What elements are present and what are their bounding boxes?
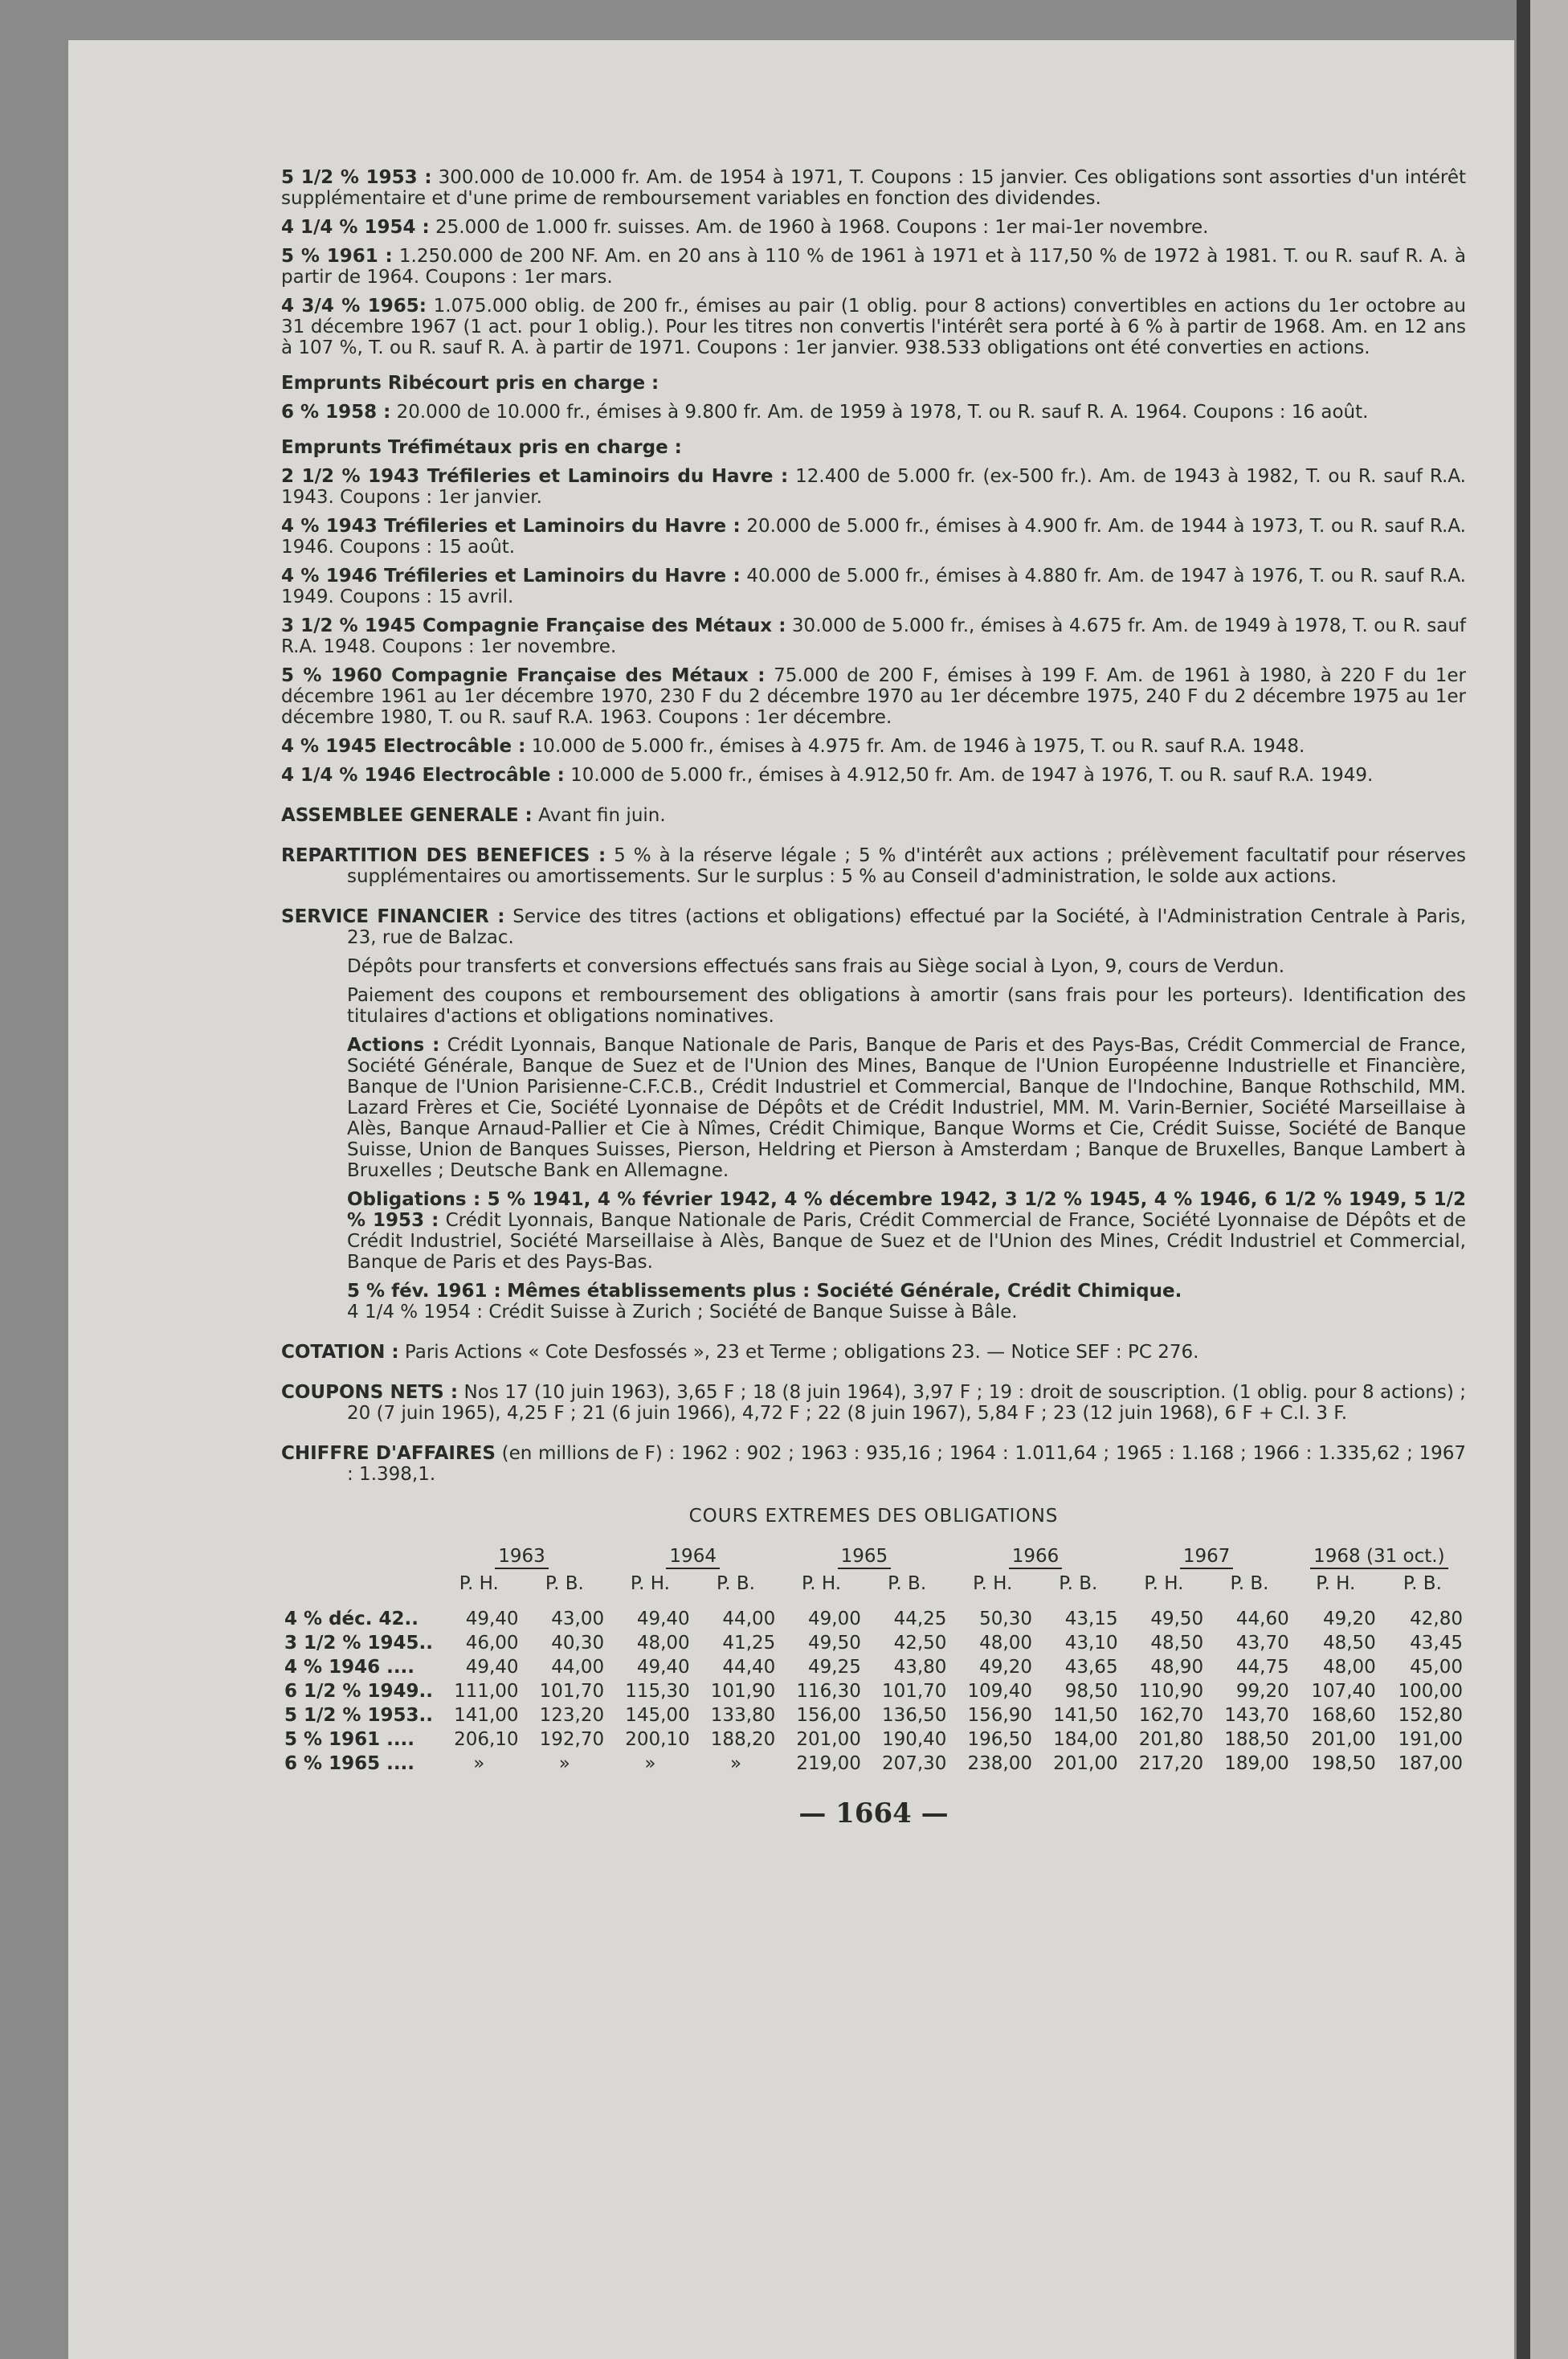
coupons-nets: COUPONS NETS : Nos 17 (10 juin 1963), 3,65 F ; 18 (8 juin 1964), 3,97 F ; 19 : droit de souscription. (1 oblig. pour 8 actions) ; 20 (7 juin 1965), 4,25 F ; 21 (6 juin 1966), 4,72 F ; 22 (8 juin 1967), 5,84 F ; 23 (12 juin 1968), 6 F + C.I. 3 F. <box>281 1382 1466 1424</box>
price-cell: 156,00 <box>796 1705 861 1726</box>
price-cell: 44,00 <box>722 1609 776 1629</box>
price-cell: 111,00 <box>454 1681 519 1702</box>
price-cell: 116,30 <box>796 1681 861 1702</box>
price-cell: 49,20 <box>1322 1609 1376 1629</box>
service-financier: SERVICE FINANCIER : Service des titres (actions et obligations) effectué par la Société, à l'Administration Centrale à Paris, 23, rue de Balzac. Dépôts pour transferts et conversions effectués sans frais au Siège social à Lyon, 9, cours de Verdun. Paiement des coupons et remboursement des obligations à amortir (sans frais pour les porteurs). Identification des titulaires d'actions et obligations nominatives. Actions : Crédit Lyonnais, Banque Nationale de Paris, Banque de Paris et des Pays-Bas, Crédit Commercial de France, Société Générale, Banque de Suez et de l'Union des Mines, Banque de l'Union Européenne Industrielle et Financière, Banque de l'Union Parisienne-C.F.C.B., Crédit Industriel et Commercial, Banque de l'Indochine, Banque Rothschild, MM. Lazard Frères et Cie, Société Lyonnaise de Dépôts et de Crédit Industriel, MM. M. Varin-Bernier, Société Marseillaise à Alès, Banque Arnaud-Pallier et Cie à Nîmes, Crédit Chimique, Banque Worms et Cie, Crédit Suisse, Société de Banque Suisse, Union de Banques Suisses, Pierson, Heldring et Pierson à Amsterdam ; Banque de Bruxelles, Banque Lambert à Bruxelles ; Deutsche Bank en Allemagne. Obligations : 5 % 1941, 4 % février 1942, 4 % décembre 1942, 3 1/2 % 1945, 4 % 1946, 6 1/2 % 1949, 5 1/2 % 1953 : Crédit Lyonnais, Banque Nationale de Paris, Crédit Commercial de France, Société Lyonnaise de Dépôts et de Crédit Industriel, Société Marseillaise à Alès, Banque de Suez et de l'Union des Mines, Crédit Industriel et Commercial, Banque de Paris et des Pays-Bas. 5 % fév. 1961 : Mêmes établissements plus : Société Générale, Crédit Chimique. 4 1/4 % 1954 : Crédit Suisse à Zurich ; Société de Banque Suisse à Bâle. <box>281 906 1467 1323</box>
price-cell: 44,00 <box>551 1657 605 1678</box>
bond-text: 40.000 de 5.000 fr., émises à 4.880 fr. Am. de 1947 à 1976, T. ou R. sauf R.A. 1949. Coupons : 15 avril. <box>281 566 1466 607</box>
table-title: COURS EXTREMES DES OBLIGATIONS <box>688 1506 1059 1527</box>
price-cell: 49,40 <box>465 1609 519 1629</box>
table-row <box>281 1703 1466 1727</box>
bond-entry <box>281 402 1466 423</box>
price-cell: 152,80 <box>1398 1705 1463 1726</box>
year-header: 1966 <box>949 1543 1121 1572</box>
price-cell: 206,10 <box>454 1729 519 1750</box>
price-cell: 44,60 <box>1235 1609 1289 1629</box>
year-header: 1968 (31 oct.) <box>1292 1543 1466 1572</box>
price-cell: 168,60 <box>1311 1705 1376 1726</box>
plus-bas-header: P. B. <box>1059 1573 1098 1594</box>
price-cell: 98,50 <box>1064 1681 1118 1702</box>
price-cell: 189,00 <box>1224 1753 1289 1774</box>
bond-entry <box>281 516 1466 558</box>
price-cell: 43,45 <box>1410 1633 1463 1654</box>
price-cell: 43,15 <box>1064 1609 1118 1629</box>
bond-text: 20.000 de 5.000 fr., émises à 4.900 fr. Am. de 1944 à 1973, T. ou R. sauf R.A. 1946. Coupons : 15 août. <box>281 516 1466 558</box>
price-cell: 207,30 <box>881 1753 947 1774</box>
bond-name: 5 1/2 % 1953.. <box>284 1705 433 1726</box>
price-cell: 141,50 <box>1053 1705 1118 1726</box>
page-number: — 1664 — <box>798 1797 949 1830</box>
bond-text: 1.075.000 oblig. de 200 fr., émises au pair (1 oblig. pour 8 actions) convertibles en actions du 1er octobre au 31 décembre 1967 (1 act. pour 1 oblig.). Pour les titres non convertis l'intérêt sera porté à 6 % à partir de 1968. Am. en 12 ans à 107 %, T. ou R. sauf R. A. à partir de 1971. Coupons : 1er janvier. 938.533 obligations ont été converties en actions. <box>281 296 1467 358</box>
price-cell: 192,70 <box>539 1729 605 1750</box>
bond-label: 4 3/4 % 1965: <box>281 296 427 317</box>
price-cell: 109,40 <box>967 1681 1033 1702</box>
table-row <box>281 1607 1466 1631</box>
bond-label: 4 % 1945 Electrocâble : <box>281 736 526 757</box>
price-cell: 156,90 <box>967 1705 1033 1726</box>
price-cell: 48,50 <box>1150 1633 1204 1654</box>
price-cell: 41,25 <box>722 1633 776 1654</box>
price-cell: 238,00 <box>967 1753 1033 1774</box>
price-cell: 99,20 <box>1235 1681 1289 1702</box>
price-cell: 115,30 <box>625 1681 690 1702</box>
table-row <box>281 1727 1466 1752</box>
bond-entry <box>281 246 1466 288</box>
plus-haut-header: P. H. <box>630 1573 670 1594</box>
price-cell: 198,50 <box>1311 1753 1376 1774</box>
price-cell: 40,30 <box>551 1633 605 1654</box>
price-cell: 200,10 <box>625 1729 690 1750</box>
price-cell: 201,80 <box>1138 1729 1204 1750</box>
bond-label: 4 1/4 % 1954 : <box>281 217 430 238</box>
year-header: 1967 <box>1121 1543 1292 1572</box>
price-cell: 48,00 <box>1322 1657 1376 1678</box>
bond-label: 4 % 1946 Tréfileries et Laminoirs du Havre : <box>281 566 741 587</box>
price-cell: 141,00 <box>454 1705 519 1726</box>
price-cell: 123,20 <box>539 1705 605 1726</box>
plus-bas-header: P. B. <box>888 1573 927 1594</box>
assemblee-generale: ASSEMBLEE GENERALE : Avant fin juin. <box>281 805 666 826</box>
price-cell: 43,65 <box>1064 1657 1118 1678</box>
bond-text: 20.000 de 10.000 fr., émises à 9.800 fr. Am. de 1959 à 1978, T. ou R. sauf R. A. 1964. Coupons : 16 août. <box>396 402 1369 423</box>
plus-haut-header: P. H. <box>459 1573 499 1594</box>
bond-text: 1.250.000 de 200 NF. Am. en 20 ans à 110 % de 1961 à 1971 et à 117,50 % de 1972 à 1981. T. ou R. sauf R. A. à partir de 1964. Coupons : 1er mars. <box>281 246 1466 288</box>
bond-label: 6 % 1958 : <box>281 402 391 423</box>
bond-text: 10.000 de 5.000 fr., émises à 4.975 fr. Am. de 1946 à 1975, T. ou R. sauf R.A. 1948. <box>531 736 1305 757</box>
price-cell: 50,30 <box>979 1609 1033 1629</box>
price-cell: » <box>729 1753 742 1774</box>
price-cell: 44,75 <box>1235 1657 1289 1678</box>
price-cell: 187,00 <box>1398 1753 1463 1774</box>
page-content <box>281 167 1467 1830</box>
year-header-row <box>281 1543 1466 1572</box>
price-cell: 201,00 <box>1311 1729 1376 1750</box>
price-cell: 101,90 <box>710 1681 776 1702</box>
price-cell: 43,00 <box>551 1609 605 1629</box>
price-cell: 100,00 <box>1398 1681 1463 1702</box>
price-cell: » <box>558 1753 570 1774</box>
price-cell: 49,40 <box>636 1657 690 1678</box>
bond-label: 3 1/2 % 1945 Compagnie Française des Métaux : <box>281 615 786 636</box>
price-cell: 49,00 <box>808 1609 861 1629</box>
price-cell: 42,80 <box>1410 1609 1463 1629</box>
price-cell: 201,00 <box>796 1729 861 1750</box>
price-cell: 48,00 <box>979 1633 1033 1654</box>
plus-bas-header: P. B. <box>1230 1573 1269 1594</box>
bond-name: 6 % 1965 .... <box>284 1753 415 1774</box>
bond-name: 3 1/2 % 1945.. <box>284 1633 433 1654</box>
price-cell: 110,90 <box>1138 1681 1204 1702</box>
price-cell: 49,25 <box>808 1657 861 1678</box>
bond-text: 75.000 de 200 F, émises à 199 F. Am. de 1961 à 1980, à 220 F du 1er décembre 1961 au 1er décembre 1970, 230 F du 2 décembre 1970 au 1er décembre 1975, 240 F du 2 décembre 1975 au 1er décembre 1980, T. ou R. sauf R.A. 1963. Coupons : 1er décembre. <box>281 665 1466 728</box>
price-cell: 44,25 <box>893 1609 947 1629</box>
price-cell: 49,20 <box>979 1657 1033 1678</box>
bond-text: 25.000 de 1.000 fr. suisses. Am. de 1960 à 1968. Coupons : 1er mai-1er novembre. <box>435 217 1209 238</box>
price-cell: 190,40 <box>881 1729 947 1750</box>
bond-text: 12.400 de 5.000 fr. (ex-500 fr.). Am. de 1943 à 1982, T. ou R. sauf R.A. 1943. Coupons : 1er janvier. <box>281 466 1466 508</box>
bond-entry <box>281 615 1466 657</box>
section-heading: Emprunts Tréfimétaux pris en charge : <box>281 437 682 458</box>
price-cell: 136,50 <box>881 1705 947 1726</box>
table-row <box>281 1679 1466 1703</box>
price-cell: 45,00 <box>1410 1657 1463 1678</box>
price-cell: 188,50 <box>1224 1729 1289 1750</box>
bond-name: 4 % déc. 42.. <box>284 1609 419 1629</box>
bond-label: 5 % 1960 Compagnie Française des Métaux : <box>281 665 766 686</box>
year-header: 1964 <box>607 1543 778 1572</box>
price-cell: » <box>644 1753 656 1774</box>
price-cell: 191,00 <box>1398 1729 1463 1750</box>
bond-label: 4 1/4 % 1946 Electrocâble : <box>281 765 565 786</box>
price-cell: 188,20 <box>710 1729 776 1750</box>
price-cell: 101,70 <box>539 1681 605 1702</box>
price-cell: 49,50 <box>808 1633 861 1654</box>
chiffre-affaires: CHIFFRE D'AFFAIRES (en millions de F) : 1962 : 902 ; 1963 : 935,16 ; 1964 : 1.011,64 ; 1965 : 1.168 ; 1966 : 1.335,62 ; 1967 : 1.398,1. <box>281 1443 1467 1485</box>
bond-entry <box>281 665 1466 728</box>
price-cell: 162,70 <box>1138 1705 1204 1726</box>
price-cell: 219,00 <box>796 1753 861 1774</box>
plus-haut-header: P. H. <box>1144 1573 1184 1594</box>
price-cell: 107,40 <box>1311 1681 1376 1702</box>
bond-label: 2 1/2 % 1943 Tréfileries et Laminoirs du Havre : <box>281 466 789 487</box>
bond-prices-table <box>281 1543 1466 1776</box>
price-cell: 201,00 <box>1053 1753 1118 1774</box>
bond-entry <box>281 466 1466 508</box>
table-row <box>281 1752 1466 1776</box>
table-row <box>281 1655 1466 1679</box>
plus-haut-header: P. H. <box>1316 1573 1356 1594</box>
plus-bas-header: P. B. <box>545 1573 584 1594</box>
bond-entry <box>281 736 1466 757</box>
price-cell: 145,00 <box>625 1705 690 1726</box>
price-cell: 46,00 <box>465 1633 519 1654</box>
plus-haut-header: P. H. <box>973 1573 1013 1594</box>
table-row <box>281 1631 1466 1655</box>
price-cell: 49,40 <box>465 1657 519 1678</box>
price-cell: 49,50 <box>1150 1609 1204 1629</box>
price-cell: 49,40 <box>636 1609 690 1629</box>
repartition-benefices: REPARTITION DES BENEFICES : 5 % à la réserve légale ; 5 % d'intérêt aux actions ; prélèvement facultatif pour réserves supplémentaires ou amortissements. Sur le surplus : 5 % au Conseil d'administration, le solde aux actions. <box>281 845 1467 887</box>
price-cell: 48,00 <box>636 1633 690 1654</box>
price-cell: 133,80 <box>710 1705 776 1726</box>
price-cell: 48,50 <box>1322 1633 1376 1654</box>
bond-name: 5 % 1961 .... <box>284 1729 415 1750</box>
price-cell: 44,40 <box>722 1657 776 1678</box>
bond-label: 5 % 1961 : <box>281 246 393 267</box>
price-cell: 184,00 <box>1053 1729 1118 1750</box>
bond-entry <box>281 296 1466 358</box>
plus-bas-header: P. B. <box>1403 1573 1442 1594</box>
price-cell: 48,90 <box>1150 1657 1204 1678</box>
bond-entry <box>281 566 1466 607</box>
bond-text: 30.000 de 5.000 fr., émises à 4.675 fr. Am. de 1949 à 1978, T. ou R. sauf R.A. 1948. Coupons : 1er novembre. <box>281 615 1467 657</box>
price-cell: 143,70 <box>1224 1705 1289 1726</box>
price-cell: 196,50 <box>967 1729 1033 1750</box>
plus-haut-header: P. H. <box>802 1573 842 1594</box>
bond-name: 6 1/2 % 1949.. <box>284 1681 433 1702</box>
price-cell: 43,10 <box>1064 1633 1118 1654</box>
price-cell: 43,80 <box>893 1657 947 1678</box>
price-cell: 42,50 <box>893 1633 947 1654</box>
bond-name: 4 % 1946 .... <box>284 1657 415 1678</box>
bond-label: 4 % 1943 Tréfileries et Laminoirs du Havre : <box>281 516 741 537</box>
price-cell: 43,70 <box>1235 1633 1289 1654</box>
column-header-row <box>281 1572 1466 1596</box>
bond-text: 300.000 de 10.000 fr. Am. de 1954 à 1971, T. Coupons : 15 janvier. Ces obligations sont assorties d'un intérêt supplémentaire et d'une prime de remboursement variables en fonction des dividendes. <box>281 167 1467 209</box>
year-header: 1963 <box>436 1543 607 1572</box>
adjacent-page-edge <box>1530 0 1568 2359</box>
section-heading: Emprunts Ribécourt pris en charge : <box>281 373 659 394</box>
cotation: COTATION : Paris Actions « Cote Desfossés », 23 et Terme ; obligations 23. — Notice SEF : PC 276. <box>281 1342 1199 1363</box>
plus-bas-header: P. B. <box>716 1573 755 1594</box>
price-cell: 101,70 <box>881 1681 947 1702</box>
year-header: 1965 <box>778 1543 949 1572</box>
bond-entry <box>281 167 1466 209</box>
bond-list <box>281 167 1466 786</box>
bond-entry <box>281 765 1466 786</box>
bond-entry <box>281 217 1466 238</box>
bond-label: 5 1/2 % 1953 : <box>281 167 432 188</box>
price-cell: » <box>473 1753 485 1774</box>
bond-text: 10.000 de 5.000 fr., émises à 4.912,50 fr. Am. de 1947 à 1976, T. ou R. sauf R.A. 1949. <box>570 765 1374 786</box>
price-cell: 217,20 <box>1138 1753 1204 1774</box>
